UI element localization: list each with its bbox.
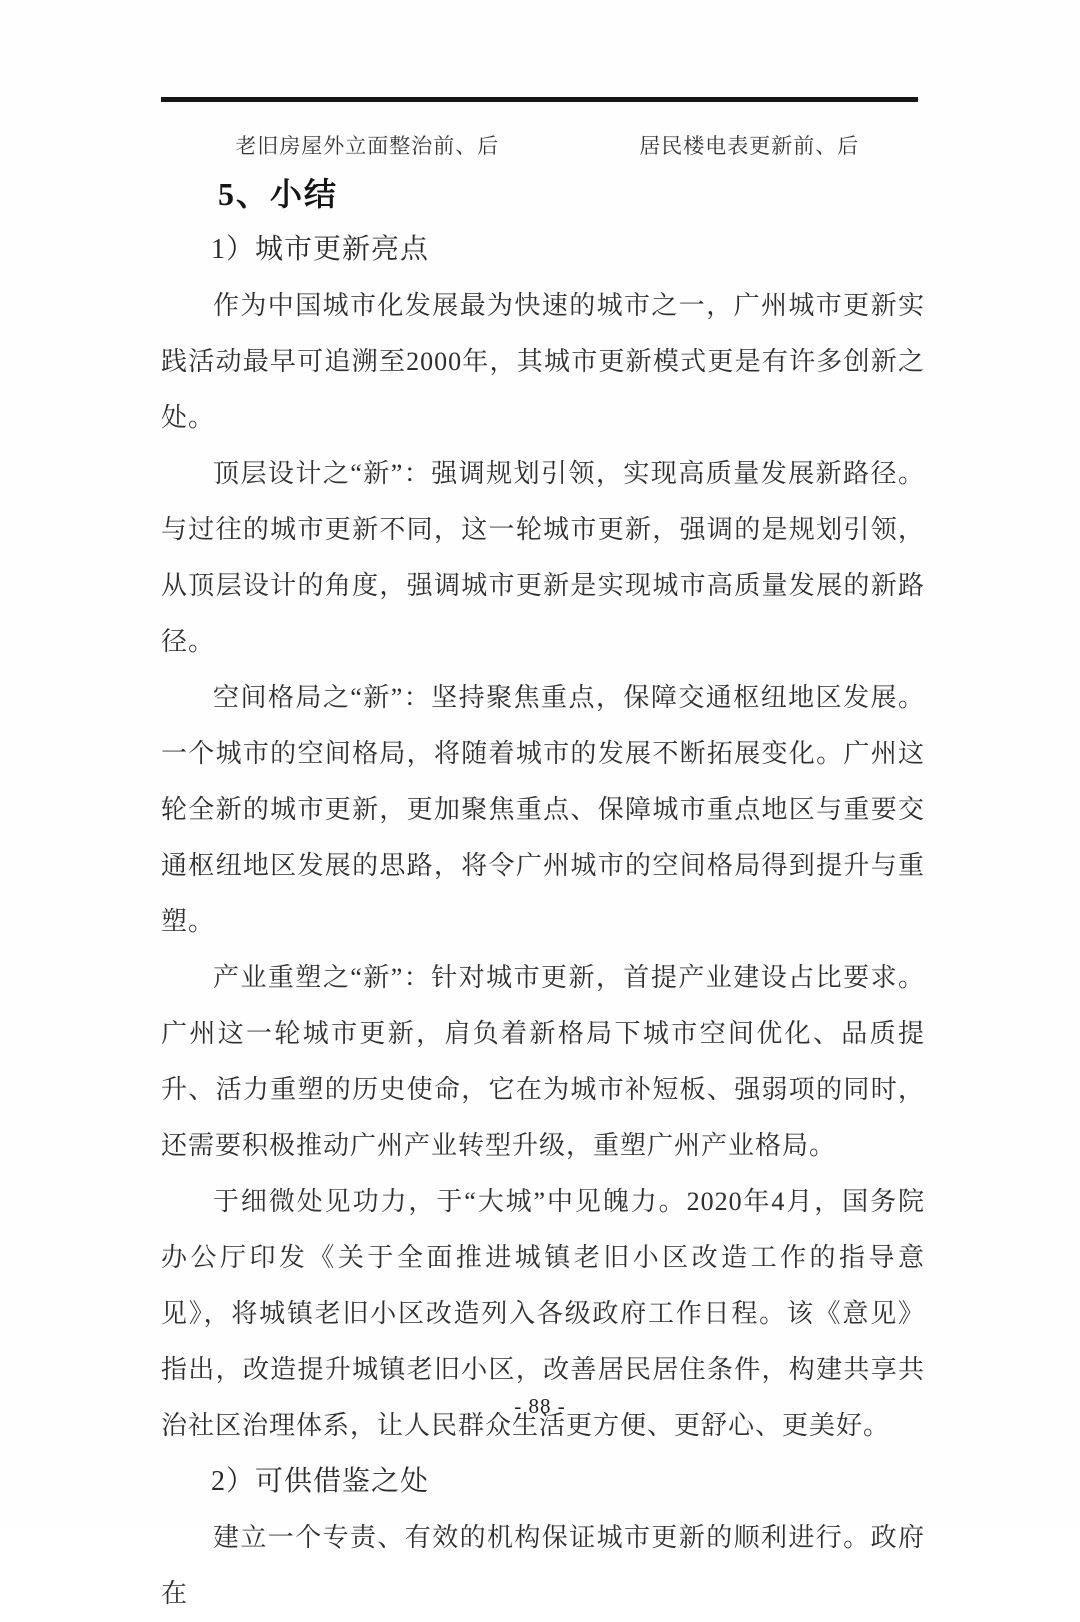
- figure-captions: [161, 131, 925, 161]
- subheading-lessons-to-learn: 2）可供借鉴之处: [211, 1466, 430, 1497]
- header-rule: [161, 97, 918, 102]
- paragraph-intro: 作为中国城市化发展最为快速的城市之一，广州城市更新实践活动最早可追溯至2000年，其城市更新模式更是有许多创新之处。: [161, 291, 925, 432]
- paragraph-industry-reshaping: 产业重塑之“新”：针对城市更新，首提产业建设占比要求。广州这一轮城市更新，肩负着新格局下城市空间优化、品质提升、活力重塑的历史使命，它在为城市补短板、强弱项的同时，还需要积极推动广州产业转型升级，重塑广州产业格局。: [161, 963, 925, 1160]
- figure-caption-right: 居民楼电表更新前、后: [639, 134, 860, 158]
- paragraph-old-community-renovation: 于细微处见功力，于“大城”中见魄力。2020年4月，国务院办公厅印发《关于全面推进城镇老旧小区改造工作的指导意见》，将城镇老旧小区改造列入各级政府工作日程。该《意见》指出，改造提升城镇老旧小区，改善居民居住条件，构建共享共治社区治理体系，让人民群众生活更方便、更舒心、更美好。: [161, 1187, 925, 1440]
- page-number: - 88 -: [514, 1394, 566, 1418]
- paragraph-closing: 建立一个专责、有效的机构保证城市更新的顺利进行。政府在: [161, 1523, 925, 1608]
- paragraph-top-level-design: 顶层设计之“新”：强调规划引领，实现高质量发展新路径。与过往的城市更新不同，这一轮城市更新，强调的是规划引领，从顶层设计的角度，强调城市更新是实现城市高质量发展的新路径。: [161, 459, 925, 656]
- figure-caption-left: 老旧房屋外立面整治前、后: [235, 134, 500, 158]
- paragraph-spatial-pattern: 空间格局之“新”：坚持聚焦重点，保障交通枢纽地区发展。一个城市的空间格局，将随着城市的发展不断拓展变化。广州这轮全新的城市更新，更加聚焦重点、保障城市重点地区与重要交通枢纽地区发展的思路，将令广州城市的空间格局得到提升与重塑。: [161, 683, 925, 936]
- subheading-city-renewal-highlights: 1）城市更新亮点: [211, 234, 430, 265]
- section-heading: 5、小结: [218, 176, 339, 212]
